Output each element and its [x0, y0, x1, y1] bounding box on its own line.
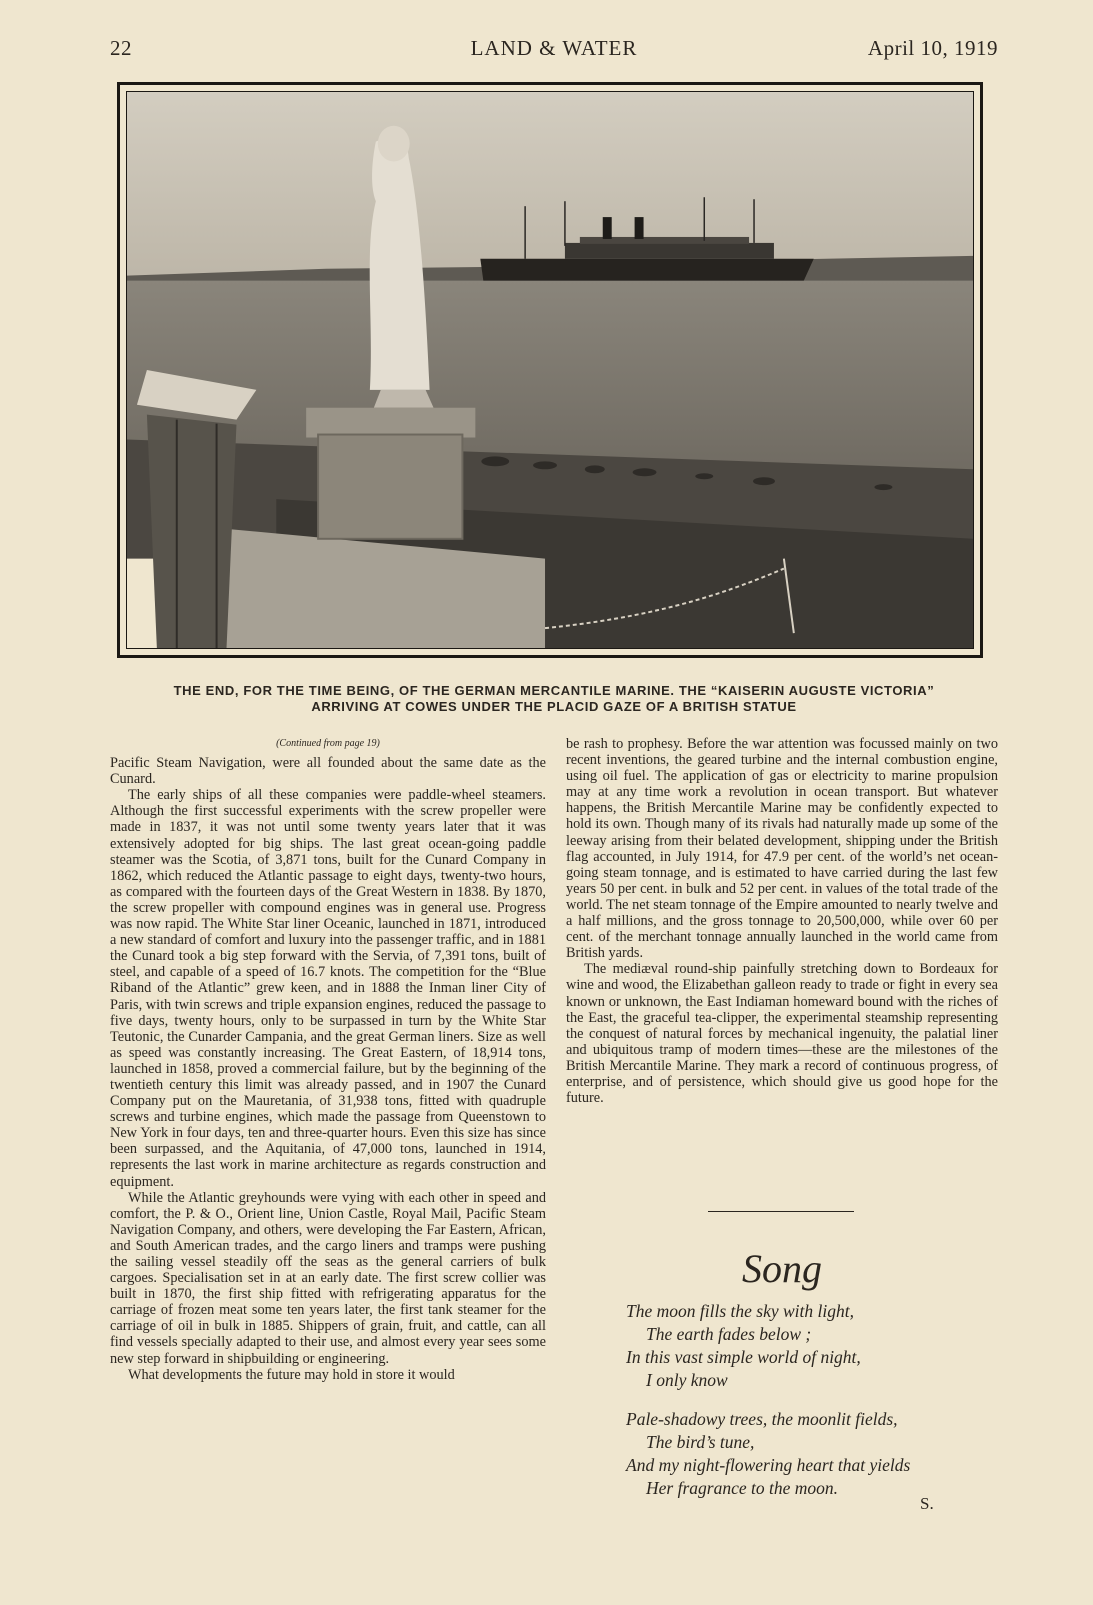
photograph [117, 82, 983, 658]
masthead: LAND & WATER [470, 36, 638, 60]
poem-line: The earth fades below ; [646, 1324, 812, 1344]
continued-note: (Continued from page 19) [276, 738, 380, 749]
page-number: 22 [110, 36, 132, 60]
poem-stanza [626, 1408, 910, 1500]
photo-caption [110, 683, 998, 715]
poem-line: Pale-shadowy trees, the moonlit fields, [626, 1409, 898, 1429]
paragraph: The mediæval round-ship painfully stretching down to Bordeaux for wine and wood, the Elizabethan galleon ready to trade or fight in every sea known or unknown, the East Indiaman homeward bound with the riches of the East, the graceful tea-clipper, the experimental steamship representing the conquest of natural forces by mechanical ingenuity, the palatial liner and ubiquitous tramp of modern times—these are the milestones of the British Mercantile Marine. They mark a record of continuous progress, of enterprise, and of persistence, which should give us good hope for the future. [566, 961, 998, 1107]
paragraph: While the Atlantic greyhounds were vying with each other in speed and comfort, the P. & O., Orient line, Union Castle, Royal Mail, Pacific Steam Navigation Company, and others, were developing the Far Eastern, African, and South American trades, and the cargo liners and tramps were pushing the sailing vessel steadily off the seas as the general carriers of bulk cargoes. Specialisation set in at an early date. The first screw collier was built in 1870, the first ship fitted with refrigerating apparatus for the carriage of frozen meat some ten years later, the first tank steamer for the carriage of oil in bulk in 1885. Shippers of grain, fruit, and cattle, can all find vessels specially adapted to their use, and almost every year sees some new step forward in shipbuilding or engineering. [110, 1189, 546, 1367]
paragraph: Pacific Steam Navigation, were all founded about the same date as the Cunard. [110, 755, 546, 788]
poem-signature: S. [920, 1494, 934, 1513]
article-column-left [110, 736, 546, 1383]
caption-line-1: THE END, FOR THE TIME BEING, OF THE GERMAN MERCANTILE MARINE. THE “KAISERIN AUGUSTE VICTORIA” [173, 683, 935, 698]
poem [626, 1300, 910, 1516]
poem-line: The moon fills the sky with light, [626, 1301, 854, 1321]
section-divider [708, 1211, 854, 1212]
poem-line: The bird’s tune, [646, 1432, 755, 1452]
article-column-right [566, 736, 998, 1106]
paragraph: The early ships of all these companies were paddle-wheel steamers. Although the first successful experiments with the screw propeller were made in 1837, it was not until some twenty years later that it was extensively adopted for big ships. The last great ocean-going paddle steamer was the Scotia, of 3,871 tons, built for the Cunard Company in 1862, which reduced the Atlantic passage to eight days, twenty-two hours, as compared with the fourteen days of the Great Western in 1838. By 1870, the screw propeller with compound engines was in general use. Progress was now rapid. The White Star liner Oceanic, launched in 1871, introduced a new standard of comfort and luxury into the passenger traffic, and in 1881 the Cunard took a big step forward with the Servia, of 7,391 tons, built of steel, and capable of a speed of 16.7 knots. The competition for the “Blue Riband of the Atlantic” grew keen, and in 1888 the Inman liner City of Paris, with twin screws and triple expansion engines, reduced the passage to five days, twenty hours, only to be surpassed in turn by the White Star Teutonic, the Cunarder Campania, and the great German liners. Size as well as speed was constantly increasing. The Great Eastern, of 18,914 tons, launched in 1858, proved a commercial failure, but by the beginning of the twentieth century this limit was already passed, and in 1907 the Cunard Company put on the Mauretania, of 31,938 tons, fitted with quadruple screws and turbine engines, which made the passage from Queenstown to New York in four days, ten and three-quarter hours. Even this size has since been surpassed, and the Aquitania, of 47,000 tons, launched in 1914, represents the last work in marine architecture as regards construction and equipment. [110, 787, 546, 1190]
paragraph: What developments the future may hold in store it would [128, 1366, 455, 1383]
page-header [110, 36, 998, 66]
poem-title: Song [742, 1246, 822, 1291]
issue-date: April 10, 1919 [867, 36, 998, 60]
photo-illustration [126, 91, 974, 649]
poem-line: Her fragrance to the moon. [646, 1478, 838, 1498]
poem-line: In this vast simple world of night, [626, 1347, 861, 1367]
poem-line: I only know [646, 1370, 728, 1390]
paragraph: be rash to prophesy. Before the war attention was focussed mainly on two recent inventions, the geared turbine and the internal combustion engine, using oil fuel. The application of gas or electricity to marine propulsion may at any time work a revolution in ocean transport. But whatever happens, the British Mercantile Marine may be confidently expected to hold its own. Though many of its rivals had naturally made up some of the leeway arising from their belated development, shipping under the British flag accounted, in July 1914, for 47.9 per cent. of the world’s net ocean-going steam tonnage, and is estimated to have carried during the last few years 50 per cent. in bulk and 52 per cent. in values of the total trade of the world. The net steam tonnage of the Empire amounted to nearly twelve and a half millions, and the gross tonnage to 20,500,000, while over 60 per cent. of the merchant tonnage annually launched in the world came from British yards. [566, 736, 998, 962]
poem-line: And my night-flowering heart that yields [626, 1455, 911, 1475]
caption-line-2: ARRIVING AT COWES UNDER THE PLACID GAZE OF A BRITISH STATUE [311, 699, 797, 714]
poem-stanza [626, 1300, 910, 1392]
